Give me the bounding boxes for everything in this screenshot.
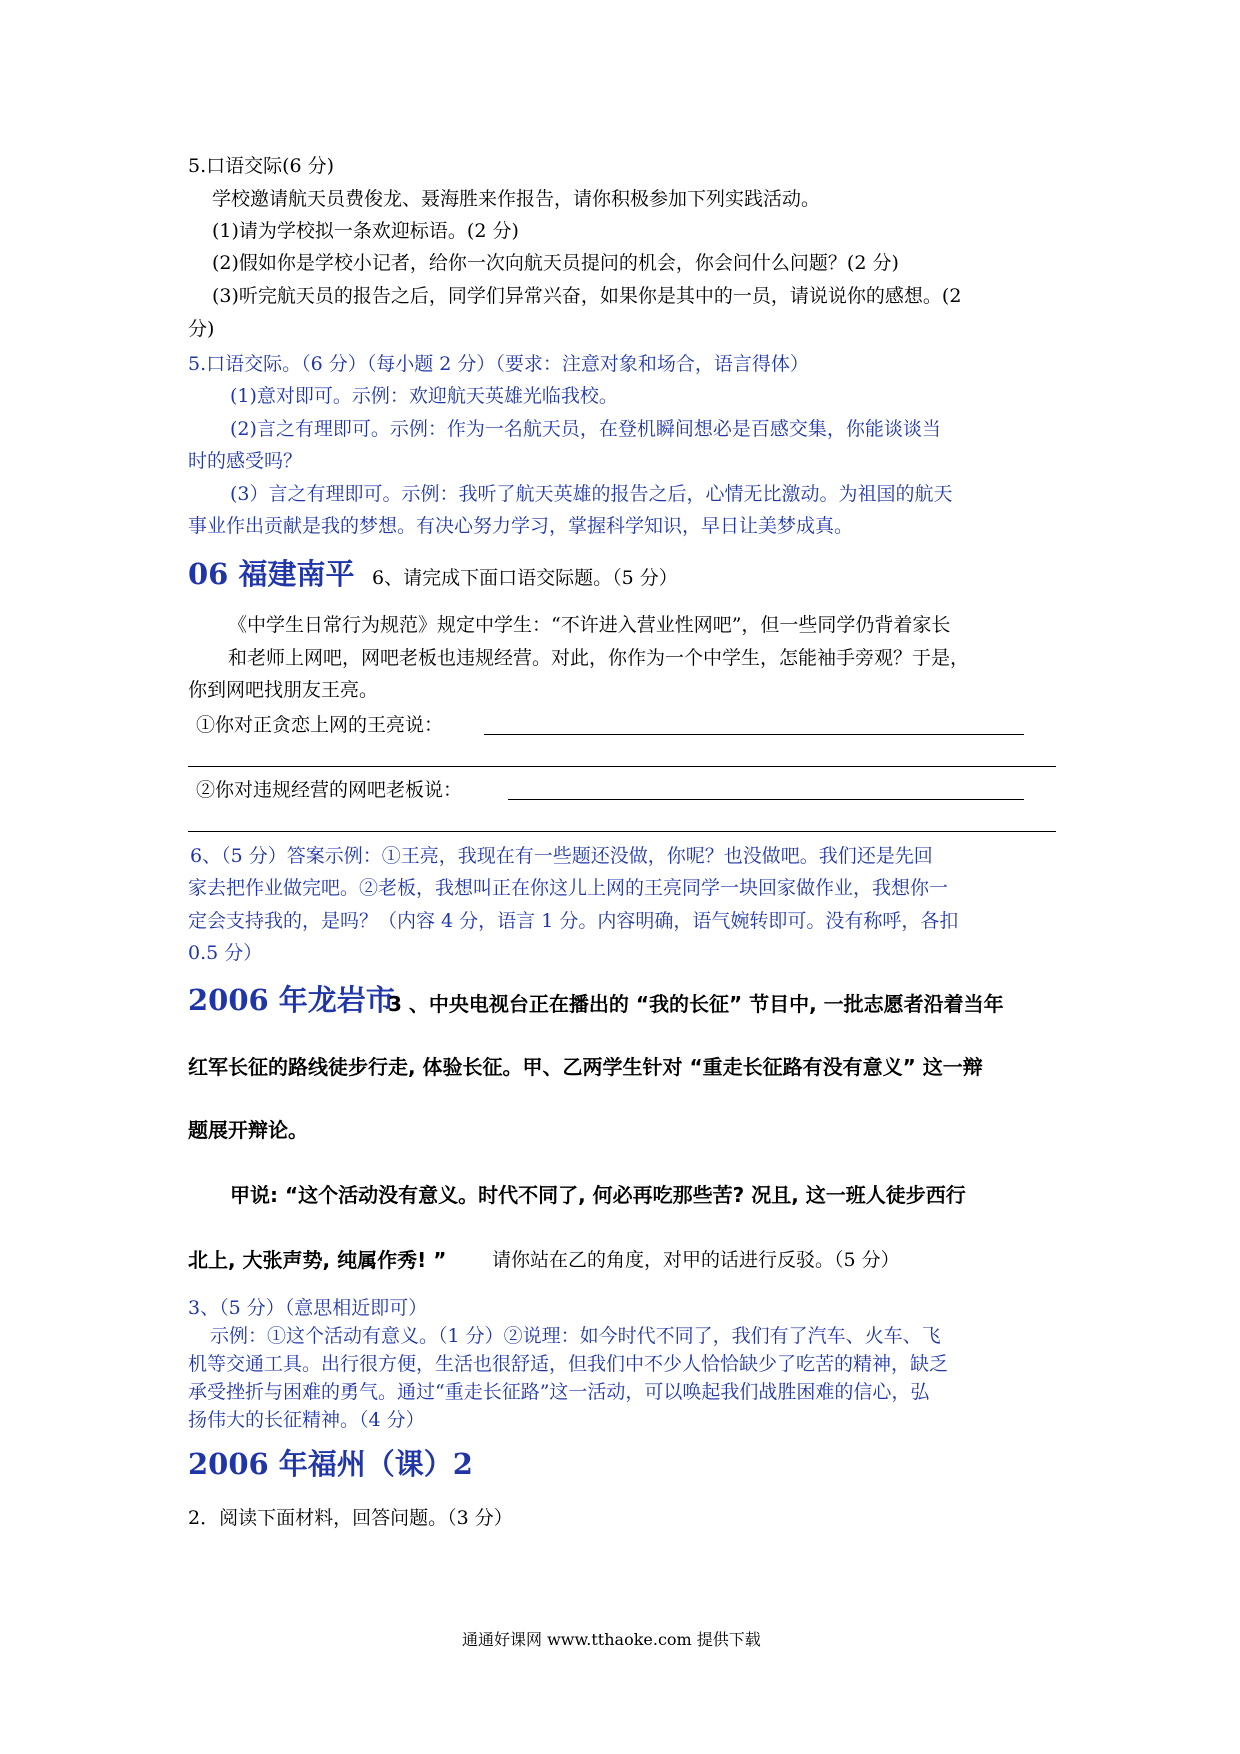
ans5-title: 5.口语交际。（6 分）（每小题 2 分）（要求：注意对象和场合，语言得体）	[188, 353, 809, 375]
fill-line-1-label: ①你对正贪恋上网的王亮说：	[196, 714, 444, 736]
ans5-a2: (2)言之有理即可。示例：作为一名航天员，在登机瞬间想必是百感交集，你能谈谈当	[230, 418, 941, 440]
nanping-para-2: 和老师上网吧，网吧老板也违规经营。对此，你作为一个中学生，怎能袖手旁观？于是，	[228, 647, 970, 669]
page-footer: 通通好课网 www.tthaoke.com 提供下载	[462, 1630, 761, 1649]
sec5-q2: (2)假如你是学校小记者，给你一次向航天员提问的机会，你会问什么问题？(2 分)	[212, 252, 899, 274]
fill-line-2-extra[interactable]	[188, 831, 1056, 832]
longyan-line-1: 3 、中央电视台正在播出的 “我的长征” 节目中, 一批志愿者沿着当年	[388, 992, 1004, 1016]
sec5-q3-cont: 分)	[188, 318, 215, 340]
ans3-line-3: 机等交通工具。出行很方便，生活也很舒适，但我们中不少人恰恰缺少了吃苦的精神，缺乏	[188, 1353, 949, 1375]
sec5-q1: (1)请为学校拟一条欢迎标语。(2 分)	[212, 220, 519, 242]
longyan-line-3: 题展开辩论。	[188, 1118, 308, 1142]
longyan-instruction: 请你站在乙的角度，对甲的话进行反驳。（5 分）	[492, 1249, 900, 1271]
ans5-a1: (1)意对即可。示例：欢迎航天英雄光临我校。	[230, 385, 618, 407]
ans5-a3: (3）言之有理即可。示例：我听了航天英雄的报告之后，心情无比激动。为祖国的航天	[230, 483, 953, 505]
nanping-para-3: 你到网吧找朋友王亮。	[188, 679, 379, 701]
nanping-question: 6、请完成下面口语交际题。（5 分）	[372, 567, 678, 589]
ans3-line-5: 扬伟大的长征精神。（4 分）	[188, 1409, 425, 1431]
longyan-line-5: 北上, 大张声势, 纯属作秀! ”	[188, 1248, 447, 1272]
ans3-line-1: 3、（5 分）（意思相近即可）	[188, 1297, 428, 1319]
longyan-line-2: 红军长征的路线徒步行走, 体验长征。甲、乙两学生针对 “重走长征路有没有意义” 这一辩	[188, 1055, 983, 1079]
ans6-line-4: 0.5 分）	[188, 942, 263, 964]
nanping-para-1: 《中学生日常行为规范》规定中学生：“不许进入营业性网吧”，但一些同学仍背着家长	[228, 614, 951, 636]
fill-line-2-label: ②你对违规经营的网吧老板说：	[196, 779, 463, 801]
nanping-heading: 06 福建南平	[188, 557, 355, 591]
ans3-line-4: 承受挫折与困难的勇气。通过“重走长征路”这一活动，可以唤起我们战胜困难的信心，弘	[188, 1381, 930, 1403]
sec5-title: 5.口语交际(6 分)	[188, 155, 335, 177]
fuzhou-heading: 2006 年福州（课）2	[188, 1447, 473, 1481]
ans5-a3-cont: 事业作出贡献是我的梦想。有决心努力学习，掌握科学知识，早日让美梦成真。	[188, 515, 854, 537]
longyan-line-4: 甲说: “这个活动没有意义。时代不同了, 何必再吃那些苦? 况且, 这一班人徒步西行	[230, 1183, 966, 1207]
ans6-line-3: 定会支持我的，是吗？（内容 4 分，语言 1 分。内容明确，语气婉转即可。没有称呼，各扣	[188, 910, 959, 932]
ans3-line-2: 示例：①这个活动有意义。（1 分）②说理：如今时代不同了，我们有了汽车、火车、飞	[210, 1325, 941, 1347]
sec5-intro: 学校邀请航天员费俊龙、聂海胜来作报告，请你积极参加下列实践活动。	[212, 188, 821, 210]
sec5-q3: (3)听完航天员的报告之后，同学们异常兴奋，如果你是其中的一员，请说说你的感想。(2	[212, 285, 962, 307]
ans6-line-2: 家去把作业做完吧。②老板，我想叫正在你这儿上网的王亮同学一块回家做作业，我想你一	[188, 877, 949, 899]
fill-line-1-blank[interactable]	[484, 734, 1024, 735]
ans6-line-1: 6、（5 分）答案示例：①王亮，我现在有一些题还没做，你呢？也没做吧。我们还是先回	[190, 845, 933, 867]
fuzhou-question: 2．阅读下面材料，回答问题。（3 分）	[188, 1507, 513, 1529]
longyan-heading: 2006 年龙岩市	[188, 983, 395, 1017]
fill-line-2-blank[interactable]	[508, 799, 1024, 800]
fill-line-1-extra[interactable]	[188, 766, 1056, 767]
ans5-a2-cont: 时的感受吗？	[188, 450, 303, 472]
